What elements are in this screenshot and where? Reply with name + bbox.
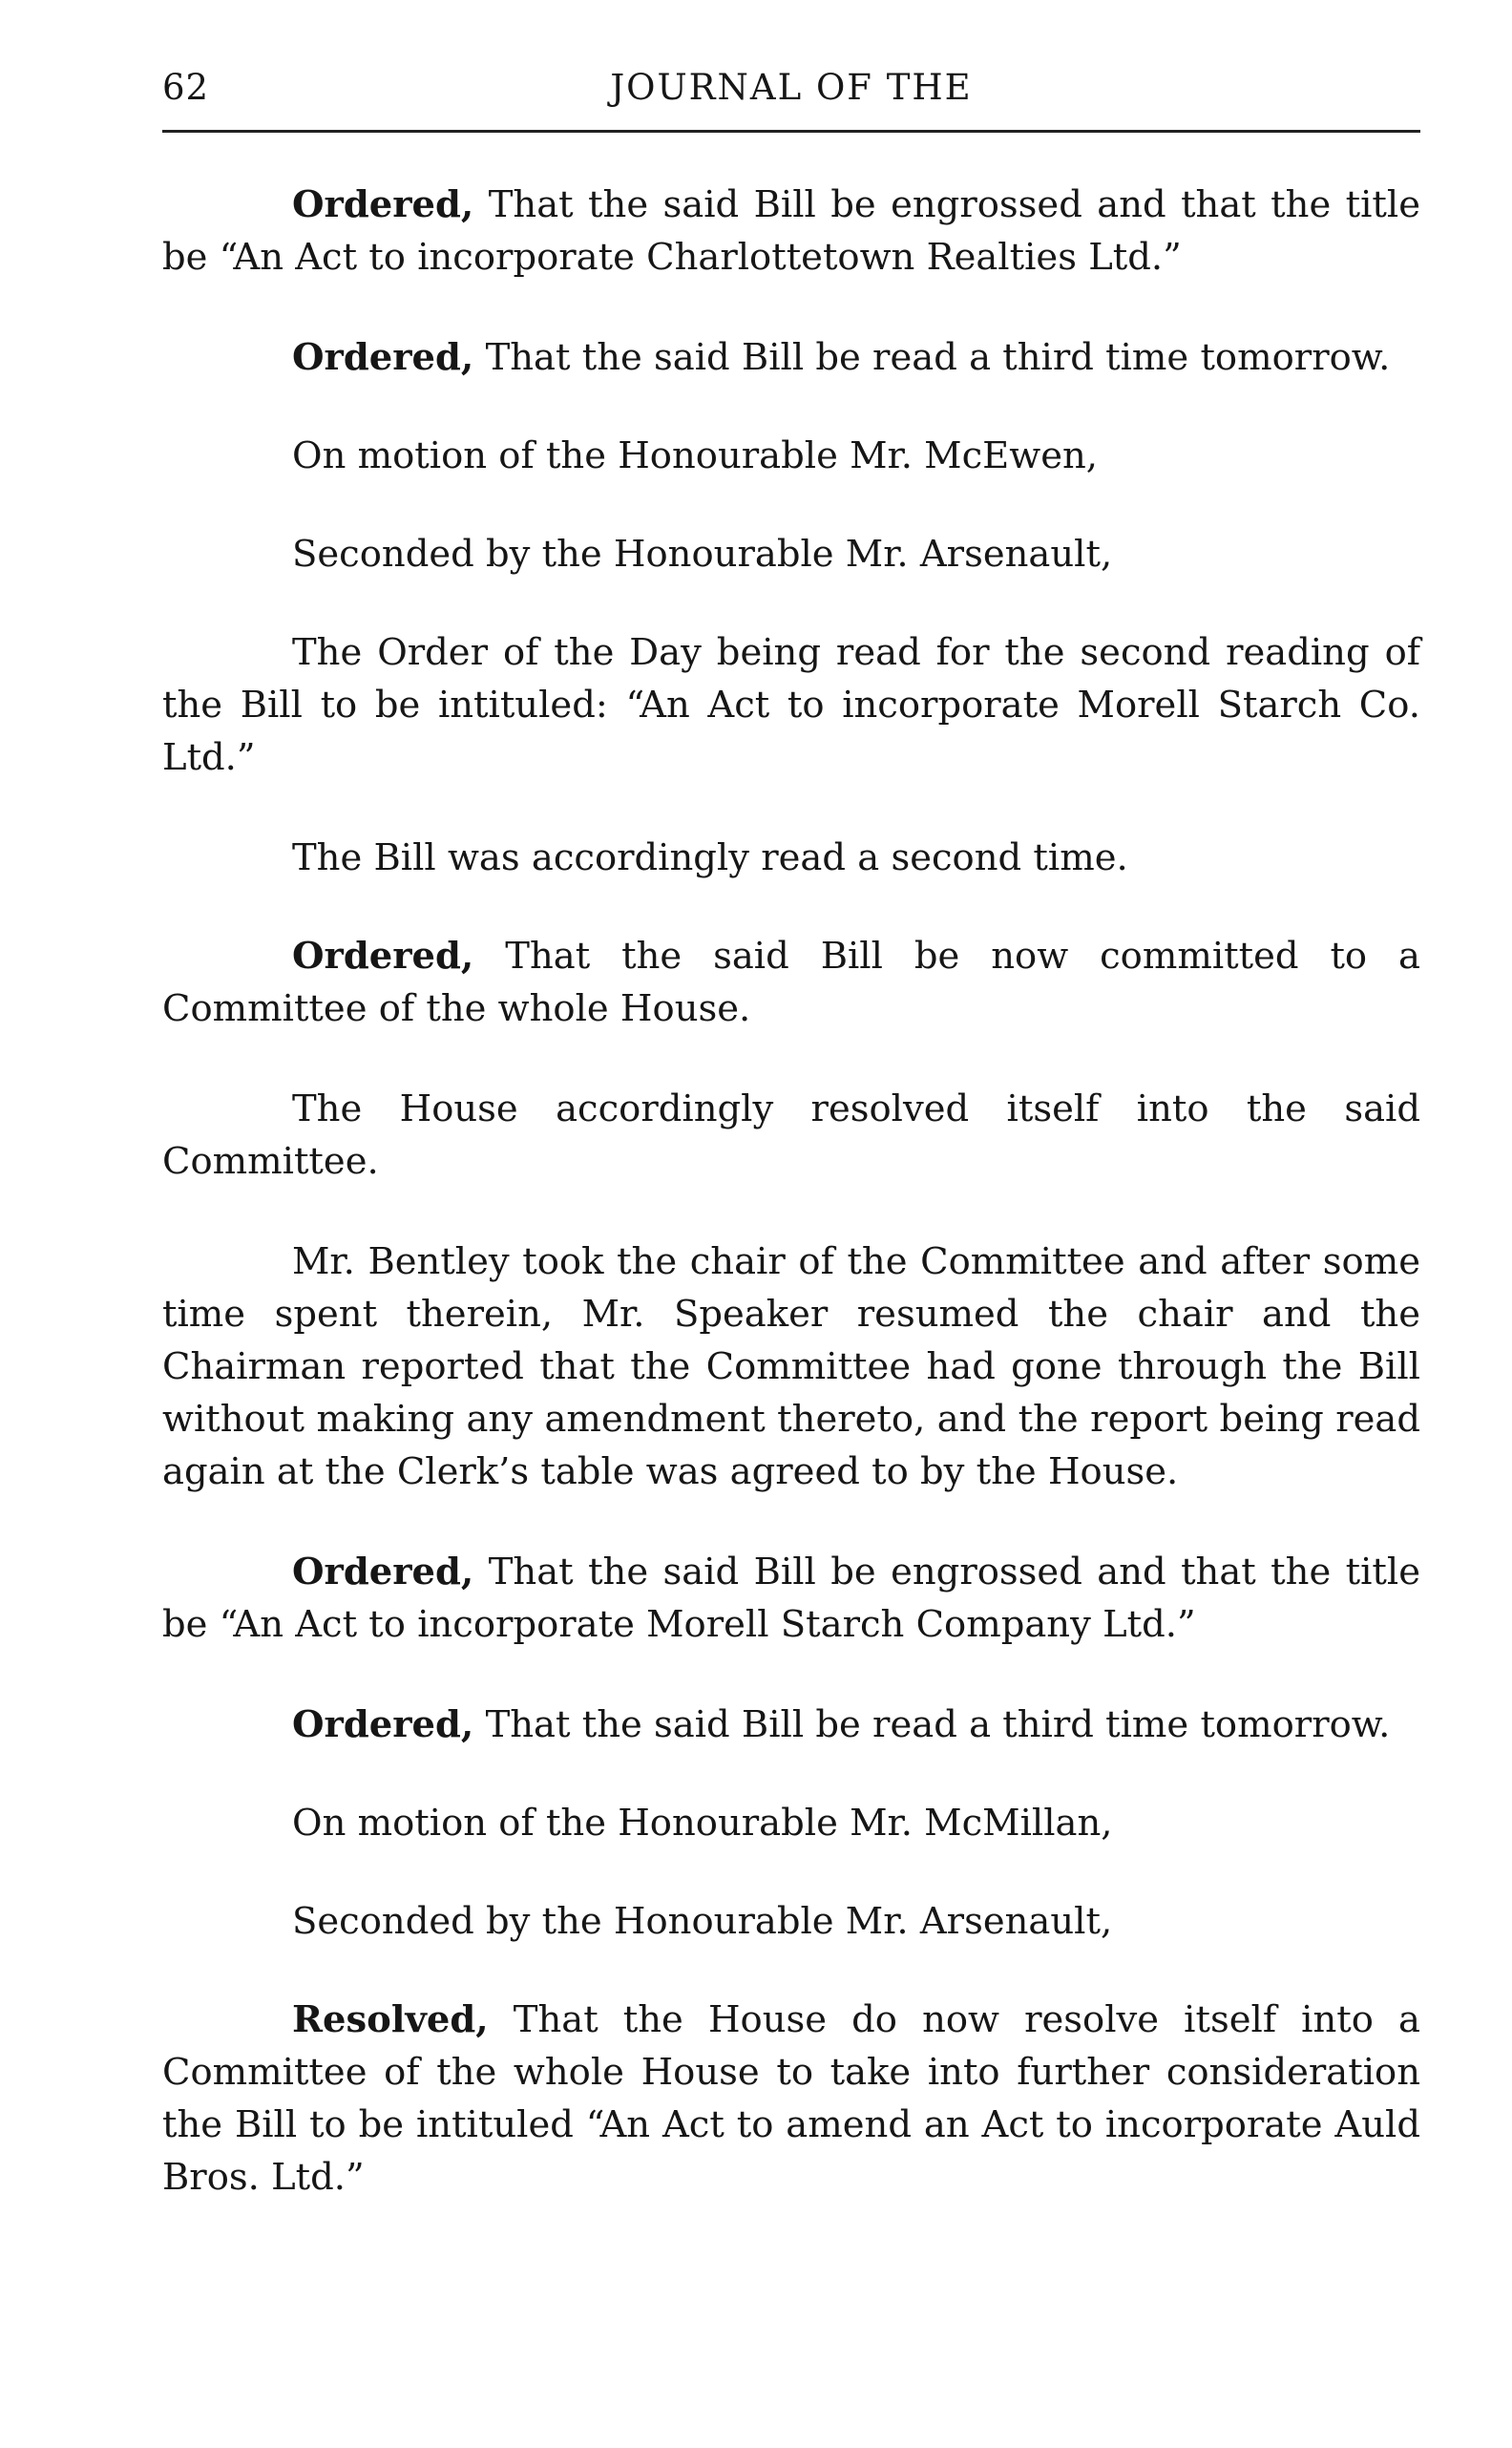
paragraph-committee-report bbox=[162, 1235, 1420, 1498]
paragraph-ordered-committed bbox=[162, 930, 1420, 1035]
paragraph-text: The Order of the Day being read for the second reading of the Bill to be intituled: “An Act to incorporate Morell Starch Co. Ltd.” bbox=[162, 631, 1420, 779]
paragraph-ordered-engrossed-title bbox=[162, 179, 1420, 284]
paragraph-text: That the said Bill be now committed to a Committee of the whole House. bbox=[162, 935, 1420, 1030]
paragraph-house-resolved bbox=[162, 1083, 1420, 1188]
paragraph-order-of-the-day bbox=[162, 626, 1420, 784]
page-header bbox=[162, 65, 1420, 122]
paragraph-text: Seconded by the Honourable Mr. Arsenault, bbox=[292, 1900, 1113, 1943]
paragraph-lead: Ordered, bbox=[292, 336, 474, 379]
paragraph-lead: Ordered, bbox=[292, 935, 474, 978]
paragraph-text: That the said Bill be engrossed and that the title be “An Act to incorporate Morell Starch Company Ltd.” bbox=[162, 1551, 1420, 1646]
paragraph-motion-2 bbox=[162, 1797, 1420, 1849]
paragraph-text: The Bill was accordingly read a second time. bbox=[292, 836, 1128, 879]
paragraph-lead: Ordered, bbox=[292, 1703, 474, 1746]
running-head: JOURNAL OF THE bbox=[610, 67, 973, 108]
paragraph-text: Seconded by the Honourable Mr. Arsenault, bbox=[292, 533, 1113, 576]
paragraph-motion bbox=[162, 430, 1420, 482]
paragraph-seconded bbox=[162, 528, 1420, 580]
journal-body bbox=[162, 179, 1420, 2204]
paragraph-text: That the said Bill be read a third time tomorrow. bbox=[473, 1703, 1391, 1746]
paragraph-text: On motion of the Honourable Mr. McEwen, bbox=[292, 434, 1099, 477]
header-rule bbox=[162, 130, 1420, 133]
paragraph-second-reading bbox=[162, 832, 1420, 884]
paragraph-lead: Ordered, bbox=[292, 1551, 474, 1593]
paragraph-ordered-third-reading-2 bbox=[162, 1699, 1420, 1751]
paragraph-text: That the said Bill be engrossed and that the title be “An Act to incorporate Charlottetown Realties Ltd.” bbox=[162, 183, 1420, 279]
paragraph-text: On motion of the Honourable Mr. McMillan, bbox=[292, 1802, 1113, 1845]
paragraph-lead: Resolved, bbox=[292, 1998, 489, 2041]
paragraph-ordered-third-reading bbox=[162, 331, 1420, 384]
page-number: 62 bbox=[162, 67, 210, 108]
paragraph-text: The House accordingly resolved itself into the said Committee. bbox=[162, 1087, 1420, 1183]
paragraph-lead: Ordered, bbox=[292, 183, 474, 226]
paragraph-text: That the House do now resolve itself into a Committee of the whole House to take into further consideration the Bill to be intituled “An Act to amend an Act to incorporate Auld Bros. Ltd.” bbox=[162, 1998, 1420, 2199]
paragraph-seconded-2 bbox=[162, 1895, 1420, 1948]
paragraph-text: That the said Bill be read a third time tomorrow. bbox=[473, 336, 1391, 379]
paragraph-text: Mr. Bentley took the chair of the Committee and after some time spent therein, Mr. Speaker resumed the chair and the Chairman reported that the Committee had gone through the Bill without making any amendment thereto, and the report being read again at the Clerk’s table was agreed to by the House. bbox=[162, 1240, 1420, 1493]
paragraph-resolved bbox=[162, 1994, 1420, 2204]
paragraph-ordered-engrossed-title-2 bbox=[162, 1546, 1420, 1651]
